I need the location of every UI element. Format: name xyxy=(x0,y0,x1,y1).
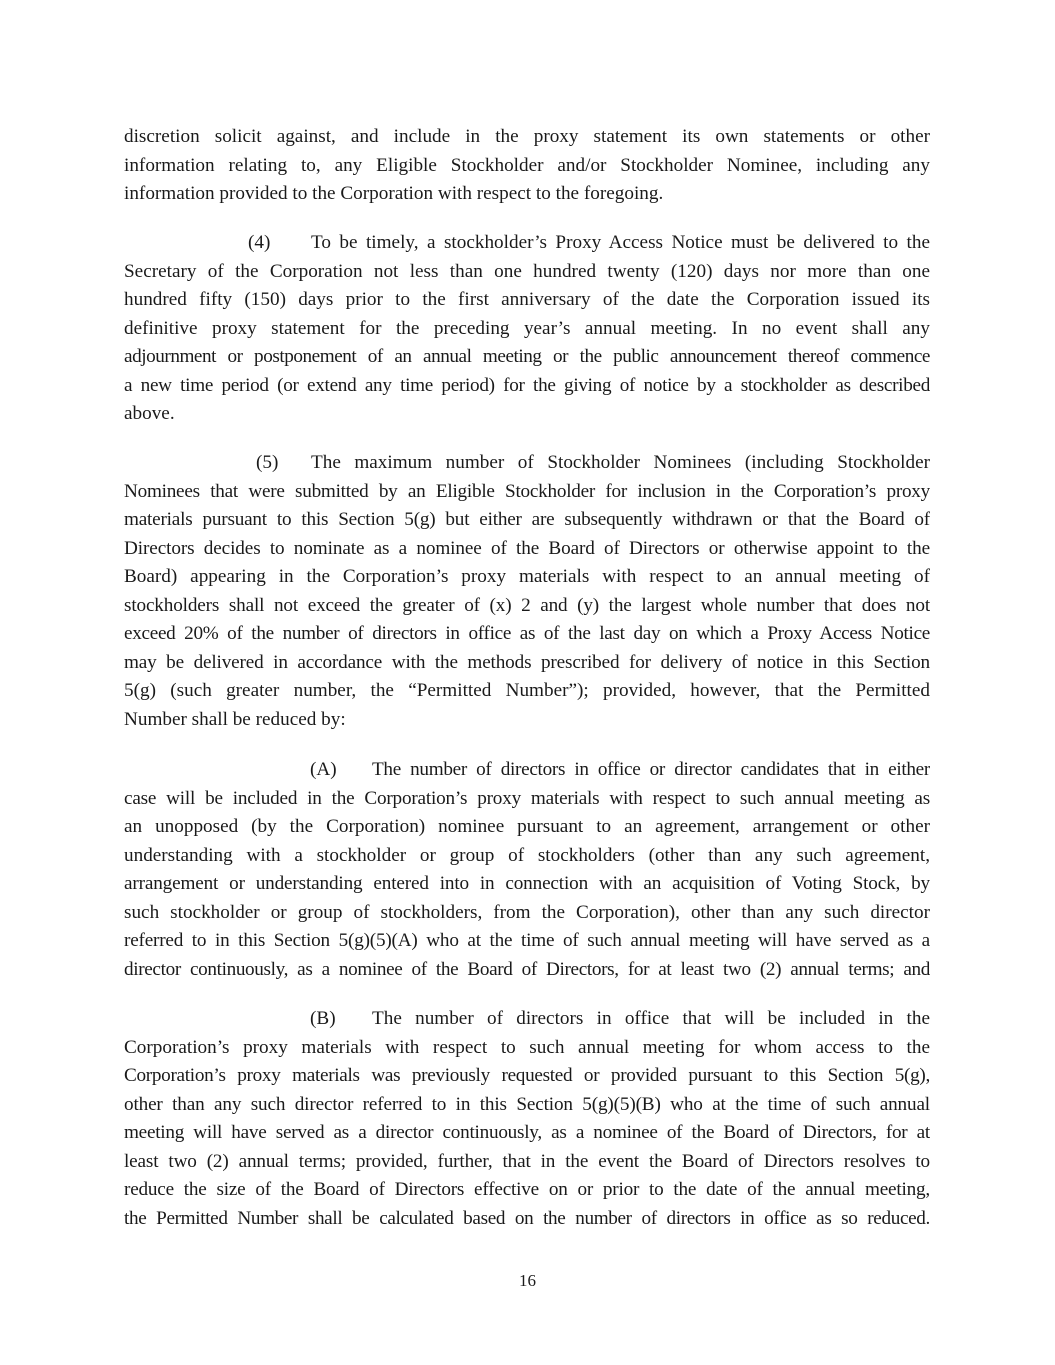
text-line-first xyxy=(124,449,930,478)
text-line: other than any such director referred to in this Section 5(g)(5)(B) who at the time of such annual xyxy=(124,1093,930,1115)
text-line: The number of directors in office that will be included in the xyxy=(372,1008,930,1029)
subsection-letter-label: (A) xyxy=(310,759,337,780)
text-line: To be timely, a stockholder’s Proxy Access Notice must be delivered to the xyxy=(311,232,930,253)
text-line: hundred fifty (150) days prior to the first anniversary of the date the Corporation issued its xyxy=(124,289,930,310)
subsection-letter-label: (B) xyxy=(310,1008,336,1029)
text-line: the Permitted Number shall be calculated based on the number of directors in office as so reduced. xyxy=(124,1207,930,1229)
text-line: Secretary of the Corporation not less than one hundred twenty (120) days nor more than one xyxy=(124,260,930,282)
text-line: information relating to, any Eligible Stockholder and/or Stockholder Nominee, including any xyxy=(124,154,930,176)
text-line: Number shall be reduced by: xyxy=(124,708,346,730)
text-line: an unopposed (by the Corporation) nominee pursuant to an agreement, arrangement or other xyxy=(124,816,930,837)
text-line: such stockholder or group of stockholders, from the Corporation), other than any such director xyxy=(124,901,930,923)
text-line-first xyxy=(124,1005,930,1034)
text-line-first xyxy=(124,756,930,785)
text-line: discretion solicit against, and include in the proxy statement its own statements or other xyxy=(124,126,930,147)
text-line: The maximum number of Stockholder Nominees (including Stockholder xyxy=(311,452,930,473)
text-line: reduce the size of the Board of Directors effective on or prior to the date of the annual meeting, xyxy=(124,1179,930,1200)
text-line: exceed 20% of the number of directors in office as of the last day on which a Proxy Access Notice xyxy=(124,623,930,644)
text-line: information provided to the Corporation with respect to the foregoing. xyxy=(124,183,664,204)
paragraph-section-4 xyxy=(124,229,930,429)
text-line: least two (2) annual terms; provided, further, that in the event the Board of Directors resolves to xyxy=(124,1150,930,1172)
text-line: Board) appearing in the Corporation’s proxy materials with respect to an annual meeting of xyxy=(124,566,930,587)
text-line: Corporation’s proxy materials was previously requested or provided pursuant to this Section 5(g), xyxy=(124,1065,930,1086)
page-number: 16 xyxy=(519,1271,536,1290)
paragraph-section-5-B xyxy=(124,1005,930,1233)
text-line: Directors decides to nominate as a nominee of the Board of Directors or otherwise appoint to the xyxy=(124,537,930,559)
text-line: a new time period (or extend any time period) for the giving of notice by a stockholder as described xyxy=(124,374,930,396)
text-line: understanding with a stockholder or group of stockholders (other than any such agreement, xyxy=(124,844,930,866)
text-line: case will be included in the Corporation’s proxy materials with respect to such annual meeting as xyxy=(124,787,930,809)
section-number-label: (5) xyxy=(256,452,279,473)
text-line: arrangement or understanding entered into in connection with an acquisition of Voting Stock, by xyxy=(124,873,930,894)
text-line: stockholders shall not exceed the greater of (x) 2 and (y) the largest whole number that does not xyxy=(124,594,930,616)
text-line: Corporation’s proxy materials with respect to such annual meeting for whom access to the xyxy=(124,1036,930,1058)
text-line: director continuously, as a nominee of the Board of Directors, for at least two (2) annual terms; and xyxy=(124,958,930,980)
text-line: 5(g) (such greater number, the “Permitted Number”); provided, however, that the Permitted xyxy=(124,680,930,701)
paragraph-continuation xyxy=(124,123,930,209)
text-line: Nominees that were submitted by an Eligible Stockholder for inclusion in the Corporation’s proxy xyxy=(124,480,930,502)
text-line: materials pursuant to this Section 5(g) but either are subsequently withdrawn or that the Board of xyxy=(124,509,930,530)
text-line-first xyxy=(124,229,930,258)
text-line: meeting will have served as a director continuously, as a nominee of the Board of Directors, for at xyxy=(124,1122,930,1143)
text-line: adjournment or postponement of an annual meeting or the public announcement thereof commence xyxy=(124,346,930,367)
text-line: may be delivered in accordance with the methods prescribed for delivery of notice in this Section xyxy=(124,651,930,673)
text-line: referred to in this Section 5(g)(5)(A) who at the time of such annual meeting will have served as a xyxy=(124,930,930,951)
text-line: definitive proxy statement for the preceding year’s annual meeting. In no event shall any xyxy=(124,317,930,339)
text-line: The number of directors in office or director candidates that in either xyxy=(372,759,930,780)
paragraph-section-5-A xyxy=(124,756,930,984)
text-line: above. xyxy=(124,403,175,424)
paragraph-section-5 xyxy=(124,449,930,734)
section-number-label: (4) xyxy=(248,232,271,253)
